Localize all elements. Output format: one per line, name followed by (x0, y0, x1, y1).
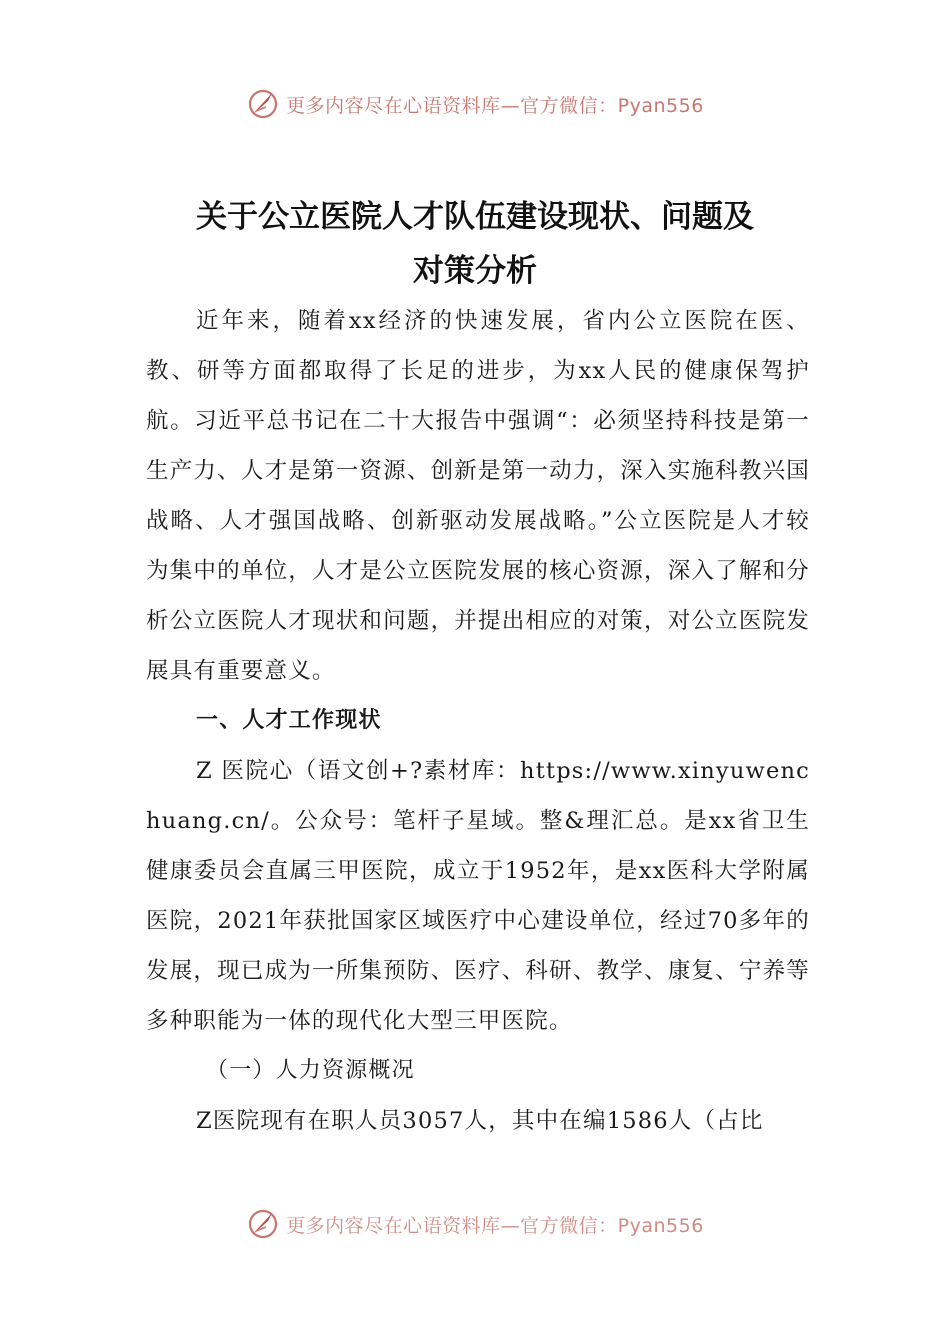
title-line-2: 对策分析 (413, 253, 537, 289)
subsection-heading-hr-overview: （一）人力资源概况 (206, 1058, 415, 1083)
quill-pen-logo-icon (246, 1207, 280, 1241)
hr-overview-paragraph: Z医院现有在职人员3057人，其中在编1586人（占比 (196, 1108, 764, 1134)
header-watermark-text: 更多内容尽在心语资料库—官方微信：Pyan556 (286, 94, 704, 117)
footer-watermark-text: 更多内容尽在心语资料库—官方微信：Pyan556 (286, 1214, 704, 1237)
document-body (146, 296, 810, 1146)
header-watermark-banner (0, 84, 950, 124)
intro-paragraph: 近年来，随着xx经济的快速发展，省内公立医院在医、教、研等方面都取得了长足的进步，为xx人民的健康保驾护航。习近平总书记在二十大报告中强调“：必须坚持科技是第一生产力、人才是第一资源、创新是第一动力，深入实施科教兴国战略、人才强国战略、创新驱动发展战略。”公立医院是人才较为集中的单位，人才是公立医院发展的核心资源，深入了解和分析公立医院人才现状和问题，并提出相应的对策，对公立医院发展具有重要意义。 (146, 308, 810, 684)
hospital-overview-paragraph: Z 医院心（语文创+?素材库：https://www.xinyuwenchuang.cn/。公众号：笔杆子星域。整&理汇总。是xx省卫生健康委员会直属三甲医院，成立于1952年，是xx医科大学附属医院，2021年获批国家区域医疗中心建设单位，经过70多年的发展，现已成为一所集预防、医疗、科研、教学、康复、宁养等多种职能为一体的现代化大型三甲医院。 (146, 758, 810, 1034)
section-heading-current-status: 一、人才工作现状 (196, 708, 382, 733)
document-title (0, 190, 950, 298)
footer-watermark-banner (0, 1204, 950, 1244)
quill-pen-logo-icon (246, 87, 280, 121)
title-line-1: 关于公立医院人才队伍建设现状、问题及 (196, 199, 754, 235)
